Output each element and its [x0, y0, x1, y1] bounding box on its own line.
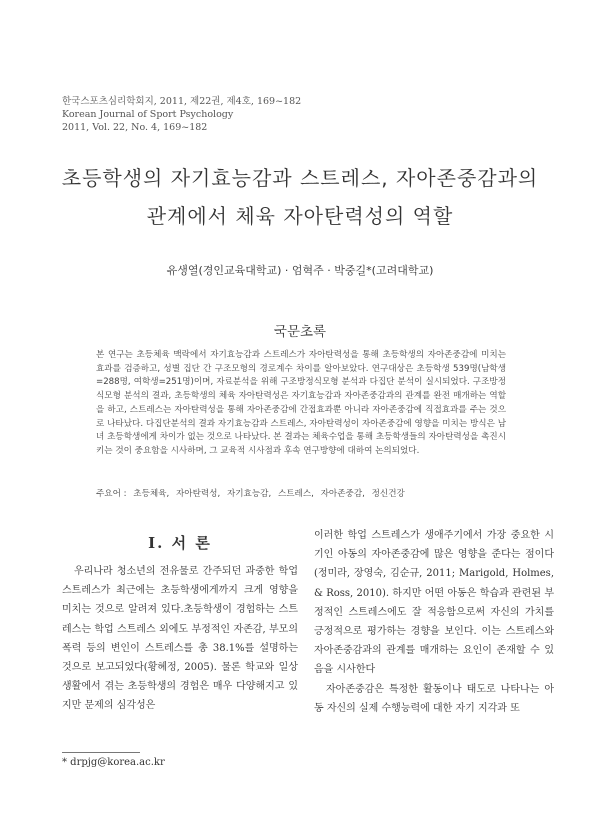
footnote-email: * drpjg@korea.ac.kr	[62, 757, 165, 768]
keyword: 자아탄력성,	[175, 489, 221, 499]
keyword: 자아존중감,	[320, 489, 365, 499]
journal-name-english: Korean Journal of Sport Psychology	[62, 109, 234, 120]
footnote-divider	[62, 752, 140, 753]
body-paragraph: 우리나라 청소년의 전유물로 간주되던 과중한 학업 스트레스가 최근에는 초등학생에게까지 크게 영향을 미치는 것으로 알려져 있다.초등학생이 경험하는 스트레스는 학업 스트레스 외에도 부정적인 자존감, 부모의 폭력 등의 변인이 스트레스를 총 38.1%를 설명하는 것으로 보고되었다(황혜정, 2005). 물론 학교와 일상생활에서 겪는 초등학생의 경험은 매우 다양해지고 있지만 문제의 심각성은	[62, 566, 298, 712]
body-paragraph: 이러한 학업 스트레스가 생애주기에서 가장 중요한 시기인 아동의 자아존중감에 많은 영향을 준다는 점이다(정미라, 장영숙, 김순규, 2011; Marigold, Holmes, & Ross, 2010). 하지만 어떤 아동은 학습과 관련된 부정적인 스트레스에도 잘 적응함으로써 자신의 가치를 긍정적으로 평가하는 경향을 보인다. 이는 스트레스와 자아존중감과의 관계를 매개하는 요인이 존재할 수 있음을 시사한다	[314, 530, 554, 676]
abstract-body	[96, 349, 506, 459]
journal-citation-korean: 한국스포츠심리학회지, 2011, 제22권, 제4호, 169~182	[62, 96, 302, 107]
paper-title-line-1: 초등학생의 자기효능감과 스트레스, 자아존중감과의	[61, 166, 539, 190]
paper-title-line-2: 관계에서 체육 자아탄력성의 역할	[146, 204, 454, 228]
journal-header	[62, 95, 301, 134]
keyword: 스트레스,	[277, 489, 314, 499]
keywords	[96, 487, 405, 499]
left-column	[62, 562, 298, 716]
right-column	[314, 526, 554, 718]
journal-citation-english: 2011, Vol. 22, No. 4, 169~182	[62, 122, 208, 133]
keywords-label: 주요어 :	[96, 489, 127, 499]
keyword: 초등체육,	[133, 489, 170, 499]
author-list: 유생열(경인교육대학교) · 엄혁주 · 박중길*(고려대학교)	[166, 264, 434, 277]
keyword: 정신건강	[371, 489, 405, 499]
abstract-text: 본 연구는 초등체육 맥락에서 자기효능감과 스트레스가 자아탄력성을 통해 초등학생의 자아존중감에 미치는 효과를 검증하고, 성별 집단 간 구조모형의 경로계수 차이를 알아보았다. 연구대상은 초등학생 539명(남학생=288명, 여학생=251명)이며, 자료분석을 위해 구조방정식모형 분석과 다집단 분석이 실시되었다. 구조방정식모형 분석의 결과, 초등학생의 체육 자아탄력성은 자기효능감과 자아존중감과의 관계를 완전 매개하는 역할을 하고, 스트레스는 자아탄력성을 통해 자아존중감에 간접효과뿐 아니라 자아존중감에 직접효과를 주는 것으로 나타났다. 다집단분석의 결과 자기효능감과 스트레스, 자아탄력성이 자아존중감에 영향을 미치는 방식은 남녀 초등학생에게 차이가 없는 것으로 나타났다. 본 결과는 체육수업을 통해 초등학생들의 자아탄력성을 촉진시키는 것이 중요함을 시사하며, 그 교육적 시사점과 후속 연구방향에 대하여 논의되었다.	[96, 350, 506, 456]
abstract-heading: 국문초록	[273, 324, 327, 340]
body-paragraph: 자아존중감은 특정한 활동이나 태도로 나타나는 아동 자신의 실제 수행능력에 대한 자기 지각과 또	[314, 683, 554, 714]
section-heading-introduction: I. 서 론	[148, 534, 212, 552]
keyword: 자기효능감,	[226, 489, 272, 499]
